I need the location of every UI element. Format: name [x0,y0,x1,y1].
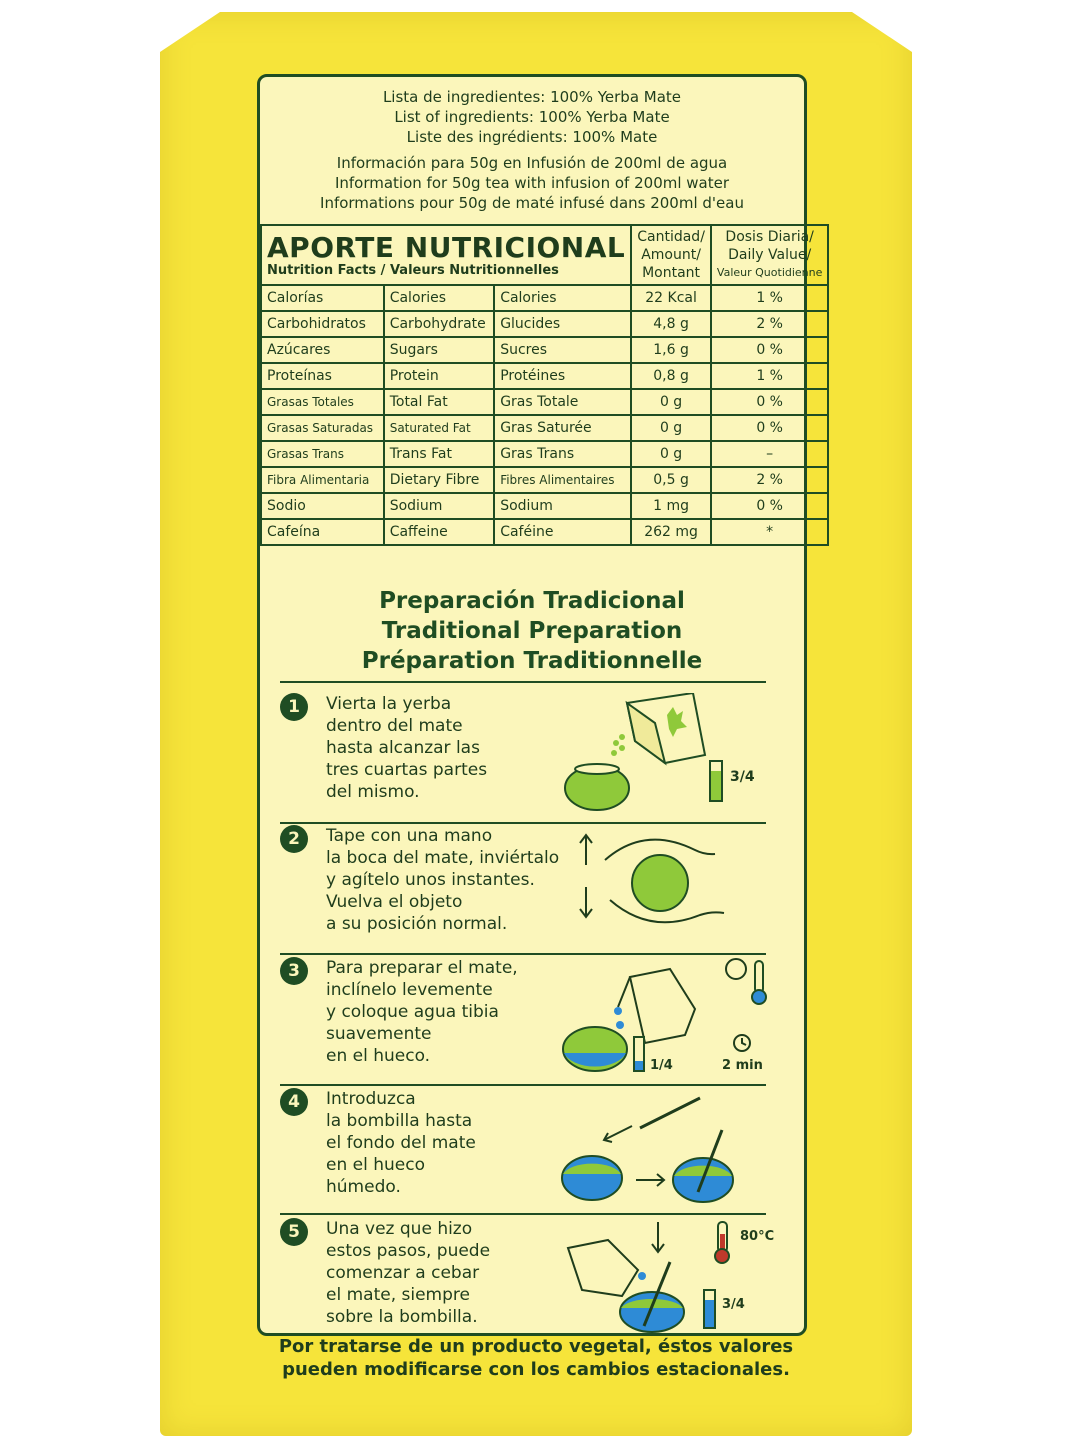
disclaimer-line: pueden modificarse con los cambios estacionales. [282,1359,790,1380]
ingredients-es: Lista de ingredientes: 100% Yerba Mate [382,88,682,106]
nutrient-daily-value: 2 % [711,311,828,337]
step-1 [280,693,768,811]
nutrient-es: Calorías [261,285,384,311]
step-3-illustration [560,957,780,1077]
nutrient-daily-value: – [711,441,828,467]
nutrient-daily-value: 1 % [711,363,828,389]
step-3 [280,957,768,1077]
step-line: estos pasos, puede [326,1241,491,1261]
serving-info-es: Información para 50g en Infusión de 200ml de agua [336,154,728,172]
preparation-title-en: Traditional Preparation [381,618,683,644]
fill-level-icon [710,761,722,801]
step-number: 4 [280,1088,308,1116]
nutrient-amount: 262 mg [631,519,711,545]
step-5-illustration [560,1218,780,1338]
daily-value-header [711,225,828,285]
step-line: hasta alcanzar las [326,738,480,758]
mate-gourd-icon [565,764,629,810]
nutrient-amount: 1,6 g [631,337,711,363]
dial-icon [726,959,746,979]
step-line: Una vez que hizo [326,1219,473,1239]
yerba-bag-icon [627,693,705,763]
step-line: en el hueco [326,1155,425,1175]
table-row [261,519,828,545]
package-fold-left [160,12,220,52]
arrow-right-icon [636,1174,664,1186]
nutrient-amount: 0,5 g [631,467,711,493]
nutrient-daily-value: 2 % [711,467,828,493]
step-number: 1 [280,693,308,721]
nutrient-daily-value: 0 % [711,493,828,519]
step-4 [280,1088,768,1208]
ingredients-fr: Liste des ingrédients: 100% Mate [406,128,658,146]
clock-icon [734,1035,750,1051]
step-line: suavemente [326,1024,432,1044]
step-line: a su posición normal. [326,914,508,934]
nutrient-en: Carbohydrate [384,311,494,337]
nutrient-en: Sodium [384,493,494,519]
table-row [261,285,828,311]
nutrient-amount: 0 g [631,415,711,441]
disclaimer-line: Por tratarse de un producto vegetal, éstos valores [278,1336,794,1357]
nutrient-daily-value: 0 % [711,389,828,415]
temperature-label: 80°C [740,1229,775,1244]
amount-header [631,225,711,285]
step-text [326,1218,576,1328]
nutrient-daily-value: 0 % [711,415,828,441]
nutrient-fr: Glucides [494,311,631,337]
divider [280,1213,766,1215]
step-line: húmedo. [326,1177,401,1197]
serving-info [260,153,804,213]
table-row [261,363,828,389]
nutrient-daily-value: 0 % [711,337,828,363]
table-row [261,441,828,467]
nutrition-subtitle: Nutrition Facts / Valeurs Nutritionnelles [267,262,559,278]
nutrient-amount: 22 Kcal [631,285,711,311]
yerba-particles [611,734,625,756]
nutrient-fr: Fibres Alimentaires [494,467,631,493]
daily-header-fr: Valeur Quotidienne [716,266,823,279]
nutrient-daily-value: * [711,519,828,545]
fill-level-icon [704,1290,715,1328]
step-1-illustration [560,693,780,813]
step-line: el mate, siempre [326,1285,470,1305]
step-4-illustration [560,1088,780,1208]
fill-label: 3/4 [730,769,755,785]
nutrition-title-cell [261,225,631,285]
preparation-title-fr: Préparation Traditionnelle [361,648,703,674]
arrow-left-down-icon [604,1126,632,1142]
kettle-icon [618,969,695,1043]
mate-gourd-icon [620,1292,684,1332]
arrow-up-icon [580,835,592,865]
nutrient-es: Proteínas [261,363,384,389]
nutrient-es: Grasas Saturadas [261,415,384,441]
nutrient-fr: Sodium [494,493,631,519]
nutrition-table [260,224,829,546]
nutrient-en: Protein [384,363,494,389]
divider [280,953,766,955]
step-text [326,957,576,1067]
nutrient-en: Calories [384,285,494,311]
nutrient-en: Sugars [384,337,494,363]
nutrient-en: Saturated Fat [384,415,494,441]
nutrient-en: Dietary Fibre [384,467,494,493]
nutrient-fr: Gras Trans [494,441,631,467]
time-label: 2 min [722,1058,763,1073]
nutrient-amount: 1 mg [631,493,711,519]
nutrient-es: Grasas Totales [261,389,384,415]
nutrient-es: Azúcares [261,337,384,363]
daily-header-es: Dosis Diaria/ [725,229,814,245]
step-line: Vuelva el objeto [326,892,463,912]
divider [280,681,766,683]
step-text [326,1088,576,1198]
step-number: 5 [280,1218,308,1246]
seasonal-disclaimer [160,1335,912,1381]
step-2-illustration [560,825,780,945]
yerba-package [160,12,912,1436]
step-number: 2 [280,825,308,853]
fill-label: 1/4 [650,1058,673,1073]
step-line: dentro del mate [326,716,463,736]
amount-header-es: Cantidad/ [637,229,705,245]
fill-label: 3/4 [722,1297,745,1312]
nutrient-amount: 0,8 g [631,363,711,389]
nutrition-header-row [261,225,828,285]
nutrient-fr: Gras Totale [494,389,631,415]
step-line: del mismo. [326,782,420,802]
water-drops [614,1007,624,1029]
step-line: inclínelo levemente [326,980,493,1000]
step-line: Para preparar el mate, [326,958,518,978]
step-line: y agítelo unos instantes. [326,870,535,890]
kettle-icon [568,1240,638,1296]
step-5 [280,1218,775,1333]
step-number: 3 [280,957,308,985]
nutrient-fr: Calories [494,285,631,311]
table-row [261,311,828,337]
nutrient-es: Fibra Alimentaria [261,467,384,493]
table-row [261,389,828,415]
nutrient-amount: 0 g [631,441,711,467]
mate-gourd-icon [562,1156,622,1200]
step-line: Tape con una mano [326,826,493,846]
package-fold-right [852,12,912,52]
info-panel [257,74,823,1336]
nutrient-fr: Protéines [494,363,631,389]
nutrient-fr: Sucres [494,337,631,363]
serving-info-en: Information for 50g tea with infusion of 200ml water [334,174,730,192]
mate-gourd-icon [632,855,688,911]
nutrient-en: Total Fat [384,389,494,415]
nutrition-title: APORTE NUTRICIONAL [267,230,626,264]
nutrient-es: Grasas Trans [261,441,384,467]
nutrient-es: Cafeína [261,519,384,545]
ingredients-list [260,87,804,147]
nutrient-fr: Caféine [494,519,631,545]
table-row [261,337,828,363]
table-row [261,493,828,519]
step-line: y coloque agua tibia [326,1002,499,1022]
amount-header-en: Amount/ [641,247,701,263]
mate-gourd-icon [563,1027,627,1071]
fill-level-icon [634,1037,644,1071]
nutrient-amount: 4,8 g [631,311,711,337]
thermometer-icon [715,1222,729,1263]
nutrient-fr: Gras Saturée [494,415,631,441]
step-line: Introduzca [326,1089,416,1109]
step-line: Vierta la yerba [326,694,452,714]
nutrient-daily-value: 1 % [711,285,828,311]
arrow-down-icon [652,1222,664,1252]
nutrient-es: Sodio [261,493,384,519]
step-line: tres cuartas partes [326,760,488,780]
thermometer-icon [752,961,766,1004]
divider [280,822,766,824]
step-text [326,825,576,935]
step-text [326,693,576,803]
preparation-title-es: Preparación Tradicional [379,588,685,614]
amount-header-fr: Montant [642,265,701,281]
bombilla-icon [640,1098,700,1128]
step-2 [280,825,768,945]
nutrient-es: Carbohidratos [261,311,384,337]
table-row [261,415,828,441]
step-line: sobre la bombilla. [326,1307,478,1327]
step-line: la boca del mate, inviértalo [326,848,560,868]
divider [280,1084,766,1086]
water-drops [638,1272,646,1280]
ingredients-en: List of ingredients: 100% Yerba Mate [394,108,670,126]
daily-header-en: Daily Value/ [728,247,812,263]
table-row [261,467,828,493]
arrow-down-icon [580,887,592,917]
preparation-title [260,586,804,676]
serving-info-fr: Informations pour 50g de maté infusé dans 200ml d'eau [320,194,744,212]
nutrient-en: Caffeine [384,519,494,545]
nutrient-amount: 0 g [631,389,711,415]
nutrient-en: Trans Fat [384,441,494,467]
step-line: la bombilla hasta [326,1111,473,1131]
step-line: el fondo del mate [326,1133,476,1153]
step-line: comenzar a cebar [326,1263,480,1283]
step-line: en el hueco. [326,1046,431,1066]
